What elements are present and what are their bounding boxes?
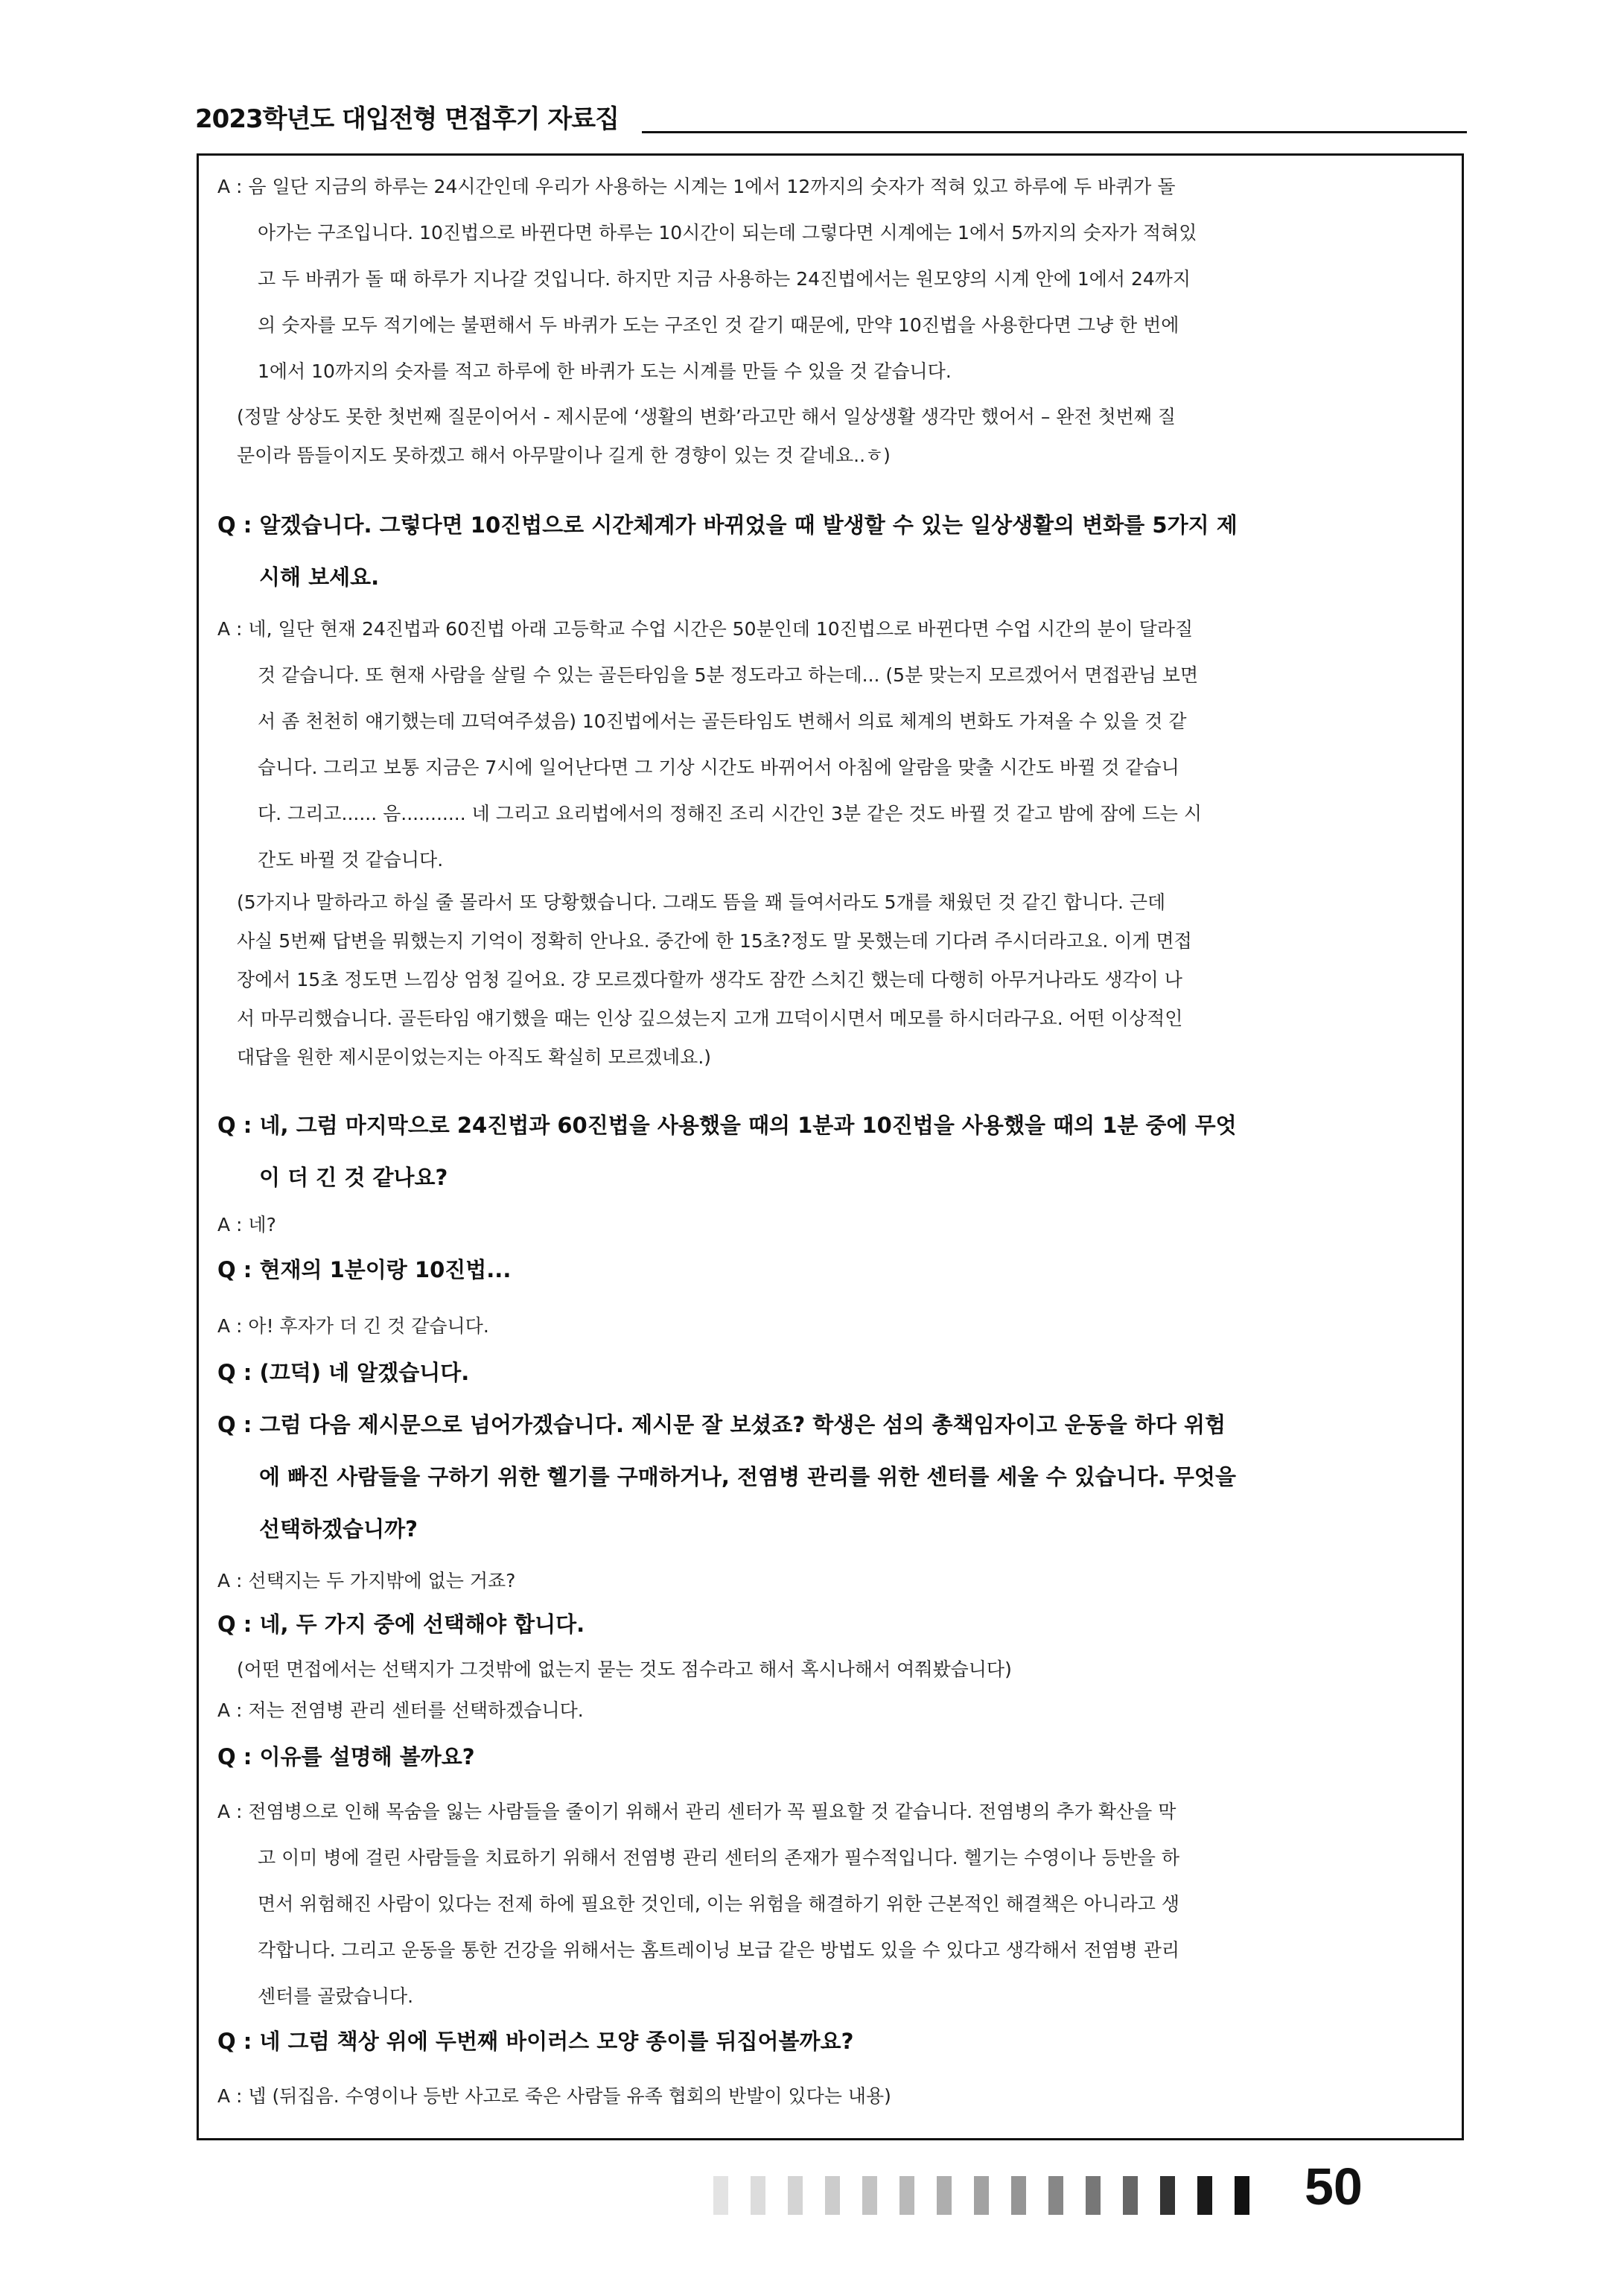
footer-bar (899, 2176, 914, 2215)
footer-bar (937, 2176, 952, 2215)
text-line: 간도 바뀔 것 같습니다. (258, 849, 444, 871)
text-line: 각합니다. 그리고 운동을 통한 건강을 위해서는 홈트레이닝 보급 같은 방법도 있을 수 있다고 생각해서 전염병 관리 (258, 1939, 1180, 1961)
document-title: 2023학년도 대입전형 면접후기 자료집 (195, 104, 619, 134)
text-line: 고 두 바퀴가 돌 때 하루가 지나갈 것입니다. 하지만 지금 사용하는 24진법에서는 원모양의 시계 안에 1에서 24까지 (258, 268, 1191, 290)
document-header (195, 98, 1467, 136)
text-line: 서 마무리했습니다. 골든타임 얘기했을 때는 인상 깊으셨는지 고개 끄덕이시면서 메모를 하시더라구요. 어떤 이상적인 (237, 1008, 1183, 1029)
text-line: Q : 네 그럼 책상 위에 두번째 바이러스 모양 종이를 뒤집어볼까요? (217, 2029, 854, 2054)
answer-block (217, 606, 1453, 883)
text-line: 장에서 15초 정도면 느낌상 엄청 길어요. 걍 모르겠다할까 생각도 잠깐 스치긴 했는데 다행히 아무거나라도 생각이 나 (237, 969, 1182, 990)
question-block (217, 1598, 1453, 1650)
text-line: Q : 알겠습니다. 그렇다면 10진법으로 시간체계가 바뀌었을 때 발생할 수 있는 일상생활의 변화를 5가지 제 (217, 512, 1238, 538)
text-line: Q : 이유를 설명해 볼까요? (217, 1744, 475, 1769)
text-line: 서 좀 천천히 얘기했는데 끄덕여주셨음) 10진법에서는 골든타임도 변해서 의료 체계의 변화도 가져올 수 있을 것 같 (258, 710, 1187, 732)
footer-bar (713, 2176, 728, 2215)
text-line: A : 아! 후자가 더 긴 것 같습니다. (217, 1315, 489, 1337)
footer-bar (974, 2176, 989, 2215)
note-block (237, 1650, 1458, 1689)
footer-bar (1123, 2176, 1138, 2215)
text-line: 것 같습니다. 또 현재 사람을 살릴 수 있는 골든타임을 5분 정도라고 하는데... (5분 맞는지 모르겠어서 면접관님 보면 (258, 664, 1199, 686)
question-block (217, 1099, 1453, 1203)
footer-bar (1235, 2176, 1249, 2215)
answer-block (217, 1688, 1453, 1734)
text-line: 다. 그리고...... 음........... 네 그리고 요리법에서의 정해진 조리 시간인 3분 같은 것도 바뀔 것 같고 밤에 잠에 드는 시 (258, 803, 1202, 824)
question-block (217, 1244, 1453, 1296)
text-line: A : 네? (217, 1214, 276, 1236)
text-line: 고 이미 병에 걸린 사람들을 치료하기 위해서 전염병 관리 센터의 존재가 필수적입니다. 헬기는 수영이나 등반을 하 (258, 1847, 1180, 1869)
answer-block (217, 2073, 1453, 2119)
answer-block (217, 1789, 1453, 2020)
text-line: 면서 위험해진 사람이 있다는 전제 하에 필요한 것인데, 이는 위험을 해결하기 위한 근본적인 해결책은 아니라고 생 (258, 1893, 1180, 1915)
text-line: A : 네, 일단 현재 24진법과 60진법 아래 고등학교 수업 시간은 50분인데 10진법으로 바뀐다면 수업 시간의 분이 달라질 (217, 618, 1194, 640)
text-line: Q : 네, 두 가지 중에 선택해야 합니다. (217, 1612, 585, 1637)
question-block (217, 499, 1453, 603)
text-line: A : 음 일단 지금의 하루는 24시간인데 우리가 사용하는 시계는 1에서 12까지의 숫자가 적혀 있고 하루에 두 바퀴가 돌 (217, 176, 1176, 197)
text-line: 이 더 긴 것 같나요? (259, 1165, 448, 1190)
note-block (237, 398, 1458, 475)
text-line: Q : 그럼 다음 제시문으로 넘어가겠습니다. 제시문 잘 보셨죠? 학생은 섬의 총책임자이고 운동을 하다 위험 (217, 1412, 1226, 1437)
text-line: Q : 현재의 1분이랑 10진법... (217, 1257, 512, 1282)
text-line: 센터를 골랐습니다. (258, 1985, 414, 2007)
footer-bar (1197, 2176, 1212, 2215)
question-block (217, 1399, 1453, 1555)
page-number: 50 (1305, 2157, 1363, 2216)
text-line: 사실 5번째 답변을 뭐했는지 기억이 정확히 안나요. 중간에 한 15초?정도 말 못했는데 기다려 주시더라고요. 이게 면접 (237, 930, 1192, 952)
text-line: A : 선택지는 두 가지밖에 없는 거죠? (217, 1570, 516, 1591)
text-line: A : 전염병으로 인해 목숨을 잃는 사람들을 줄이기 위해서 관리 센터가 꼭 필요할 것 같습니다. 전염병의 추가 확산을 막 (217, 1801, 1176, 1822)
footer-bar (788, 2176, 803, 2215)
answer-block (217, 164, 1453, 395)
footer-bar (862, 2176, 877, 2215)
question-block (217, 1346, 1453, 1399)
text-line: 시해 보세요. (259, 565, 380, 590)
text-line: (정말 상상도 못한 첫번째 질문이어서 - 제시문에 ‘생활의 변화’라고만 해서 일상생활 생각만 했어서 – 완전 첫번째 질 (237, 406, 1176, 427)
text-line: Q : (끄덕) 네 알겠습니다. (217, 1360, 470, 1385)
footer-bar (751, 2176, 765, 2215)
footer-bar (1011, 2176, 1026, 2215)
question-block (217, 1731, 1453, 1783)
footer-bar (1086, 2176, 1101, 2215)
text-line: A : 저는 전염병 관리 센터를 선택하겠습니다. (217, 1699, 584, 1721)
note-block (237, 883, 1458, 1077)
text-line: 에 빠진 사람들을 구하기 위한 헬기를 구매하거나, 전염병 관리를 위한 센터를 세울 수 있습니다. 무엇을 (259, 1464, 1236, 1489)
text-line: 의 숫자를 모두 적기에는 불편해서 두 바퀴가 도는 구조인 것 같기 때문에, 만약 10진법을 사용한다면 그냥 한 번에 (258, 314, 1179, 336)
text-line: (5가지나 말하라고 하실 줄 몰라서 또 당황했습니다. 그래도 뜸을 꽤 들여서라도 5개를 채웠던 것 같긴 합니다. 근데 (237, 891, 1166, 913)
answer-block (217, 1558, 1453, 1604)
question-block (217, 2015, 1453, 2067)
text-line: 습니다. 그리고 보통 지금은 7시에 일어난다면 그 기상 시간도 바뀌어서 아침에 알람을 맞출 시간도 바뀔 것 같습니 (258, 757, 1179, 778)
text-line: 선택하겠습니까? (259, 1516, 418, 1542)
answer-block (217, 1202, 1453, 1248)
footer-bar (1048, 2176, 1063, 2215)
text-line: (어떤 면접에서는 선택지가 그것밖에 없는지 묻는 것도 점수라고 해서 혹시나해서 여쭤봤습니다) (237, 1659, 1012, 1680)
text-line: 대답을 원한 제시문이었는지는 아직도 확실히 모르겠네요.) (237, 1046, 712, 1068)
text-line: 문이라 뜸들이지도 못하겠고 해서 아무말이나 길게 한 경향이 있는 것 같네요..ㅎ) (237, 445, 891, 466)
answer-block (217, 1303, 1453, 1349)
text-line: 아가는 구조입니다. 10진법으로 바뀐다면 하루는 10시간이 되는데 그렇다면 시계에는 1에서 5까지의 숫자가 적혀있 (258, 222, 1197, 244)
text-line: Q : 네, 그럼 마지막으로 24진법과 60진법을 사용했을 때의 1분과 10진법을 사용했을 때의 1분 중에 무엇 (217, 1113, 1237, 1138)
text-line: A : 넵 (뒤집음. 수영이나 등반 사고로 죽은 사람들 유족 협회의 반발이 있다는 내용) (217, 2085, 891, 2107)
footer-bar (1160, 2176, 1175, 2215)
text-line: 1에서 10까지의 숫자를 적고 하루에 한 바퀴가 도는 시계를 만들 수 있을 것 같습니다. (258, 360, 952, 382)
footer-bar (825, 2176, 840, 2215)
header-rule (642, 131, 1467, 133)
page-footer-bars (713, 2160, 1383, 2234)
